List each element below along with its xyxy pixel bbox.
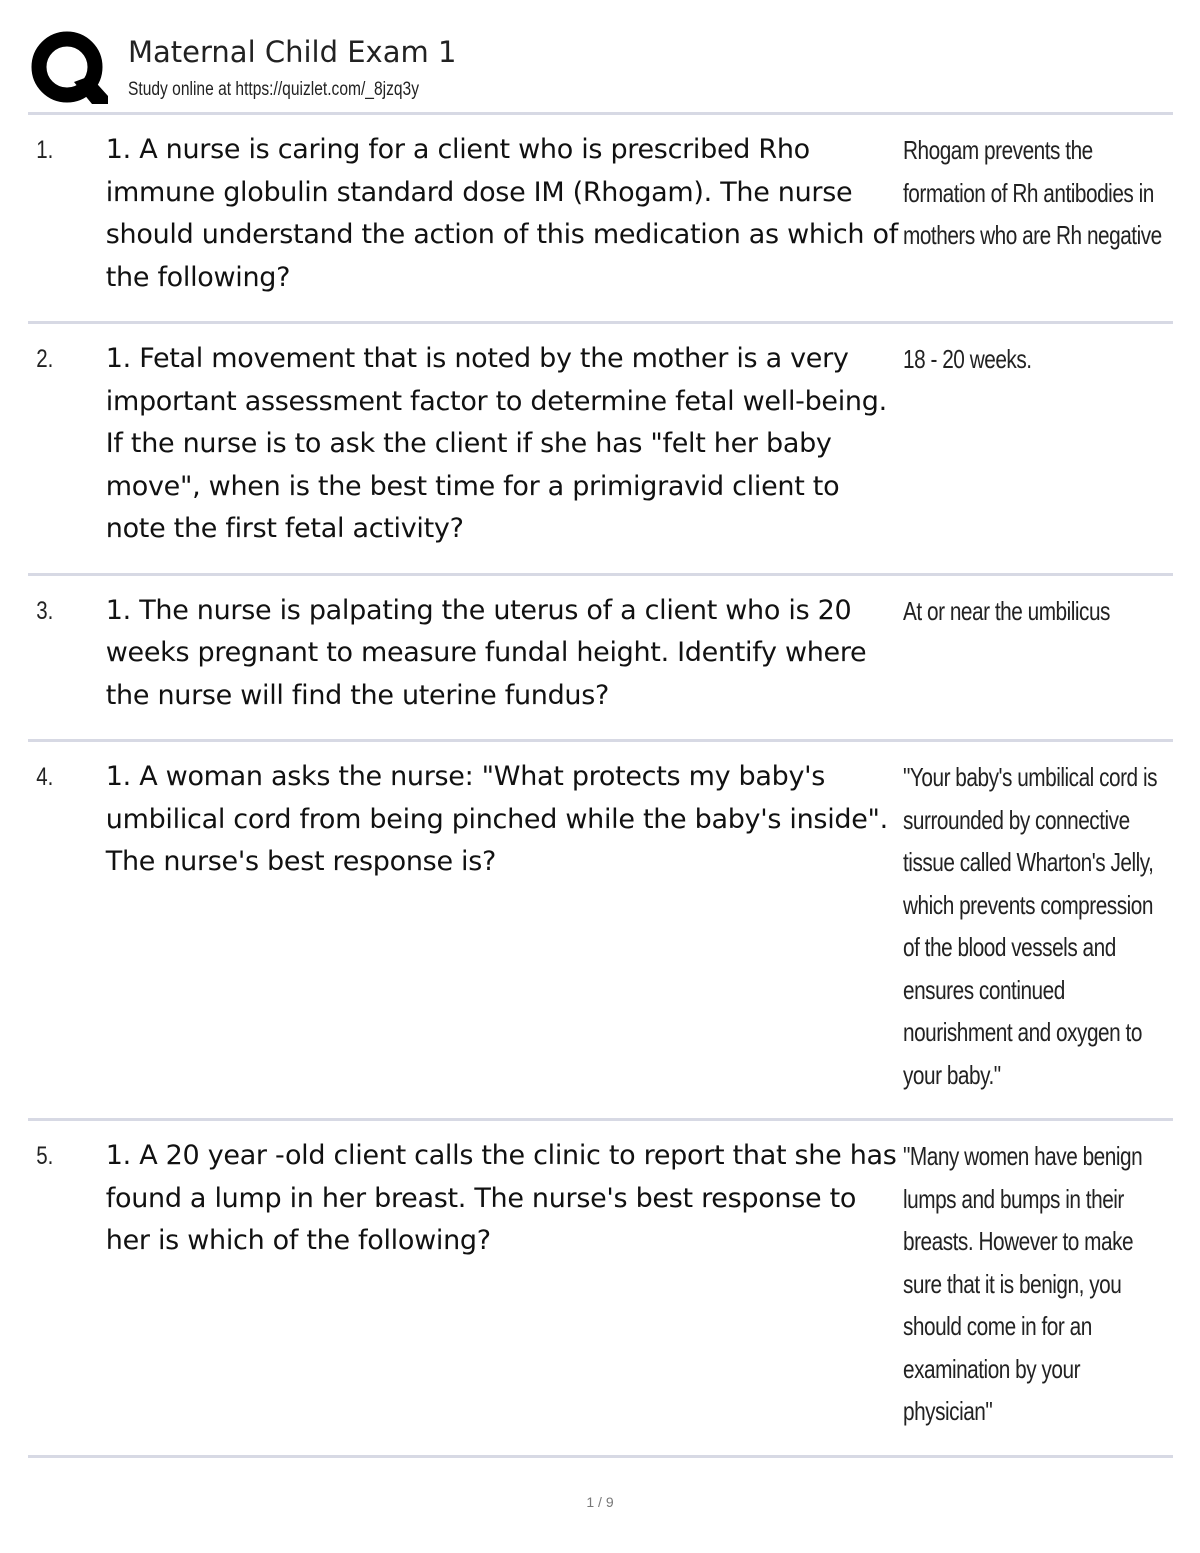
card-definition xyxy=(903,129,1173,257)
card-number: 2. xyxy=(36,345,54,373)
card-definition xyxy=(903,338,1173,381)
card-definition-text: 18 - 20 weeks. xyxy=(903,344,1032,374)
card-term: 1. Fetal movement that is noted by the mother is a very important assessment factor to determine fetal well-being. If the nurse is to ask the client if she has "felt her baby move", when is the best time for a primigravid client to note the first fetal activity? xyxy=(105,343,887,544)
card-term: 1. A nurse is caring for a client who is prescribed Rho immune globulin standard dose IM (Rhogam). The nurse should understand the action of this medication as which of the following? xyxy=(105,134,898,293)
page-indicator: 1 / 9 xyxy=(586,1494,614,1510)
page-header xyxy=(30,30,1172,112)
card-definition xyxy=(903,756,1173,1096)
flashcard-row xyxy=(28,742,1173,1121)
quizlet-logo-icon xyxy=(30,30,108,108)
card-definition-text: At or near the umbilicus xyxy=(903,595,1110,626)
flashcard-row xyxy=(28,115,1173,324)
card-number: 1. xyxy=(36,136,54,164)
card-term: 1. A 20 year -old client calls the clinic to report that she has found a lump in her breast. The nurse's best response to her is which of the following? xyxy=(105,1140,897,1256)
card-definition xyxy=(903,1135,1173,1433)
card-number: 5. xyxy=(36,1142,54,1170)
card-definition-text: "Many women have benign lumps and bumps in their breasts. However to make sure that it is benign, you should come in for an examination by your physician" xyxy=(903,1141,1143,1426)
page-title: Maternal Child Exam 1 xyxy=(128,35,457,69)
flashcard-list xyxy=(28,115,1173,1458)
flashcard-row xyxy=(28,324,1173,576)
card-term: 1. A woman asks the nurse: "What protects my baby's umbilical cord from being pinched while the baby's inside". The nurse's best response is? xyxy=(105,761,888,877)
card-term: 1. The nurse is palpating the uterus of a client who is 20 weeks pregnant to measure fundal height. Identify where the nurse will find the uterine fundus? xyxy=(105,594,867,711)
card-definition-text: "Your baby's umbilical cord is surrounded by connective tissue called Wharton's Jelly, which prevents compression of the blood vessels and ensures continued nourishment and oxygen to your baby." xyxy=(903,762,1157,1090)
card-number: 4. xyxy=(36,763,54,791)
card-number: 3. xyxy=(36,596,54,625)
study-online-link[interactable]: Study online at https://quizlet.com/_8jzq3y xyxy=(128,79,419,100)
flashcard-row xyxy=(28,576,1173,743)
card-definition xyxy=(903,590,1173,633)
card-definition-text: Rhogam prevents the formation of Rh antibodies in mothers who are Rh negative xyxy=(903,135,1162,250)
flashcard-row xyxy=(28,1121,1173,1458)
